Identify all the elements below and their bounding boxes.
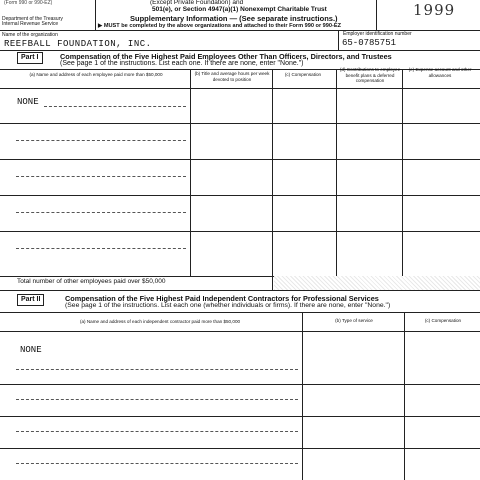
dept-treasury: Department of the Treasury xyxy=(2,16,63,22)
part2-col-a-header: (a) Name and address of each independent contractor paid more than $50,000 xyxy=(79,319,241,324)
part1-col-d-header: (d) Contributions to employee benefit plans & deferred compensation xyxy=(339,67,401,83)
must-complete-note: ▶ MUST be completed by the above organizations and attached to their Form 990 or 990-EZ xyxy=(98,23,342,29)
form-number-cut: (Form 990 or 990-EZ) xyxy=(4,0,53,6)
part1-col-c-header: (c) Compensation xyxy=(284,72,322,77)
part1-none-entry: NONE xyxy=(17,97,39,107)
part2-title: Compensation of the Five Highest Paid Independent Contractors for Professional Services xyxy=(65,294,379,303)
part1-subtitle: (See page 1 of the instructions. List each one. If there are none, enter "None.") xyxy=(60,60,304,67)
part1-col-e-header: (e) Expense account and other allowances xyxy=(408,67,472,78)
tax-year: 1999 xyxy=(413,1,456,19)
part2-tag: Part II xyxy=(17,294,44,306)
part1-tag: Part I xyxy=(17,52,43,64)
irs-label: Internal Revenue Service xyxy=(2,21,59,27)
part2-subtitle: (See page 1 of the instructions. List each one (whether individuals or firms). If there are none, enter "None.") xyxy=(65,302,391,309)
part1-col-a-header: (a) Name and address of each employee paid more than $50,000 xyxy=(29,72,163,77)
header-line1: (Except Private Foundation) and xyxy=(150,0,244,6)
part1-title: Compensation of the Five Highest Paid Employees Other Than Officers, Directors, and Trustees xyxy=(60,52,392,61)
part1-col-b-header: (b) Title and average hours per week devoted to position xyxy=(194,71,270,82)
org-name-label: Name of the organization xyxy=(2,32,58,38)
part2-none-entry: NONE xyxy=(20,345,42,355)
part2-col-c-header: (c) Compensation xyxy=(424,318,462,323)
org-name: REEFBALL FOUNDATION, INC. xyxy=(4,39,152,49)
part2-col-b-header: (b) Type of service xyxy=(335,318,373,323)
ein-label: Employer identification number xyxy=(343,31,412,37)
shaded-area xyxy=(274,276,480,290)
header-line2: 501(e), or Section 4947(a)(1) Nonexempt Charitable Trust xyxy=(152,6,327,13)
part1-total-label: Total number of other employees paid over $50,000 xyxy=(17,278,166,285)
supplementary-info: Supplementary Information — (See separate instructions.) xyxy=(130,14,338,23)
ein-value: 65-0785751 xyxy=(342,38,397,48)
